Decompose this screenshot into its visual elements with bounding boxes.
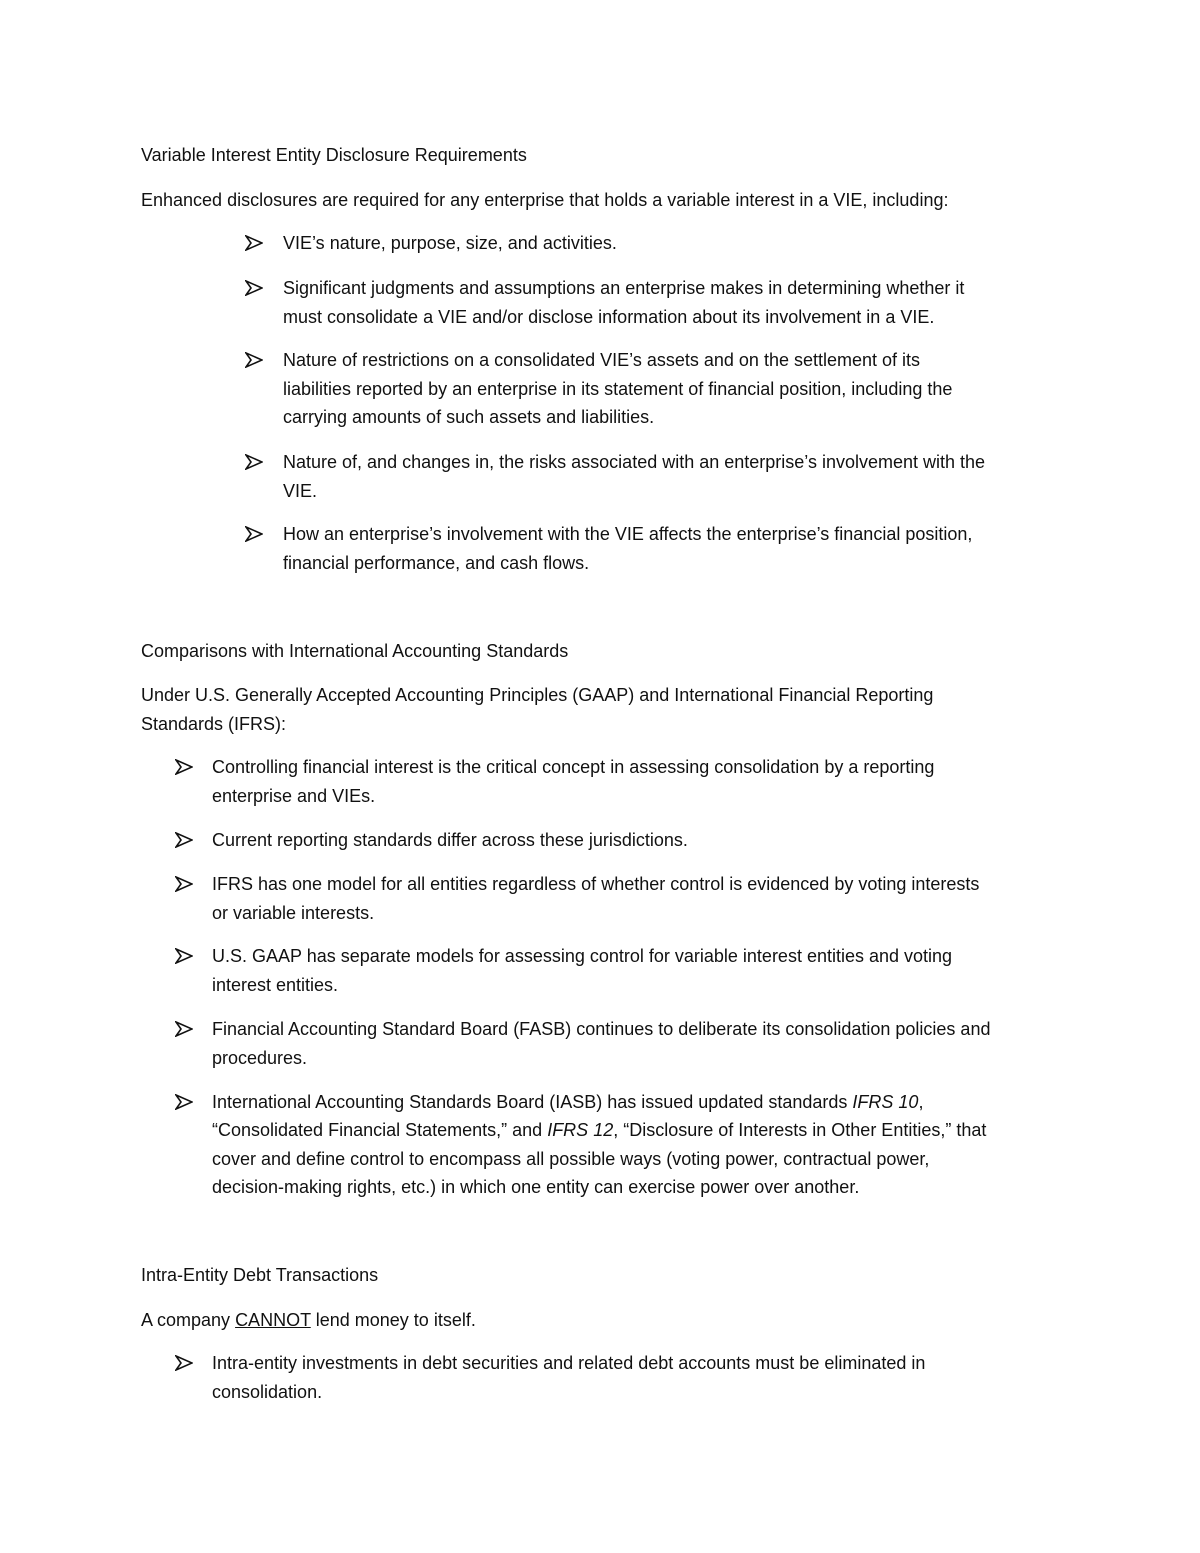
list-item-text bbox=[212, 1116, 986, 1145]
arrowhead-bullet-icon bbox=[245, 454, 263, 470]
section-intro: Enhanced disclosures are required for any enterprise that holds a variable interest in a VIE, including: bbox=[141, 190, 949, 210]
list-item-text: carrying amounts of such assets and liabilities. bbox=[283, 407, 655, 427]
text-run: , “Disclosure of Interests in Other Entities,” that bbox=[613, 1120, 987, 1140]
arrowhead-bullet-icon bbox=[175, 759, 193, 775]
list-item-text: IFRS has one model for all entities regardless of whether control is evidenced by voting interests bbox=[212, 874, 980, 894]
list-item-text: Significant judgments and assumptions an enterprise makes in determining whether it bbox=[283, 278, 965, 298]
list-item-text: cover and define control to encompass all possible ways (voting power, contractual power, bbox=[212, 1149, 930, 1169]
section-heading-intra-entity-debt: Intra-Entity Debt Transactions bbox=[141, 1265, 379, 1285]
text-run: “Consolidated Financial Statements,” and bbox=[212, 1120, 548, 1140]
list-item-text: How an enterprise’s involvement with the VIE affects the enterprise’s financial position, bbox=[283, 524, 973, 544]
emphasis-underlined: CANNOT bbox=[235, 1310, 311, 1330]
list-item-text: Intra-entity investments in debt securities and related debt accounts must be eliminated in bbox=[212, 1353, 926, 1373]
section-heading-vie-disclosure: Variable Interest Entity Disclosure Requirements bbox=[141, 145, 527, 165]
list-item-text: Financial Accounting Standard Board (FASB) continues to deliberate its consolidation policies and bbox=[212, 1019, 991, 1039]
standard-ref-ifrs10: IFRS 10 bbox=[852, 1092, 919, 1112]
list-item-text bbox=[212, 1088, 923, 1117]
list-item-text: liabilities reported by an enterprise in its statement of financial position, including the bbox=[283, 379, 953, 399]
list-item-text: consolidation. bbox=[212, 1382, 323, 1402]
list-item-text: U.S. GAAP has separate models for assessing control for variable interest entities and voting bbox=[212, 946, 953, 966]
arrowhead-bullet-icon bbox=[175, 1021, 193, 1037]
list-item-text: or variable interests. bbox=[212, 903, 375, 923]
text-run: lend money to itself. bbox=[310, 1310, 476, 1330]
arrowhead-bullet-icon bbox=[245, 352, 263, 368]
text-run: International Accounting Standards Board (IASB) has issued updated standards bbox=[212, 1092, 853, 1112]
arrowhead-bullet-icon bbox=[245, 235, 263, 251]
arrowhead-bullet-icon bbox=[175, 1094, 193, 1110]
text-run: , bbox=[918, 1092, 924, 1112]
section-intro: Under U.S. Generally Accepted Accounting Principles (GAAP) and International Financial Reporting bbox=[141, 685, 934, 705]
section-intro bbox=[141, 1306, 476, 1335]
arrowhead-bullet-icon bbox=[245, 526, 263, 542]
section-heading-comparisons: Comparisons with International Accounting Standards bbox=[141, 641, 569, 661]
list-item-text: VIE. bbox=[283, 481, 318, 501]
list-item-text: financial performance, and cash flows. bbox=[283, 553, 590, 573]
list-item-text: must consolidate a VIE and/or disclose information about its involvement in a VIE. bbox=[283, 307, 935, 327]
list-item-text: procedures. bbox=[212, 1048, 308, 1068]
arrowhead-bullet-icon bbox=[175, 832, 193, 848]
list-item-text: Nature of restrictions on a consolidated VIE’s assets and on the settlement of its bbox=[283, 350, 921, 370]
text-run: A company bbox=[141, 1310, 236, 1330]
standard-ref-ifrs12: IFRS 12 bbox=[547, 1120, 614, 1140]
list-item-text: interest entities. bbox=[212, 975, 339, 995]
list-item-text: Current reporting standards differ across these jurisdictions. bbox=[212, 830, 688, 850]
arrowhead-bullet-icon bbox=[175, 1355, 193, 1371]
section-intro: Standards (IFRS): bbox=[141, 714, 287, 734]
arrowhead-bullet-icon bbox=[175, 876, 193, 892]
list-item-text: Controlling financial interest is the critical concept in assessing consolidation by a reporting bbox=[212, 757, 935, 777]
list-item-text: Nature of, and changes in, the risks associated with an enterprise’s involvement with the bbox=[283, 452, 986, 472]
list-item-text: enterprise and VIEs. bbox=[212, 786, 376, 806]
arrowhead-bullet-icon bbox=[175, 948, 193, 964]
list-item-text: decision-making rights, etc.) in which one entity can exercise power over another. bbox=[212, 1177, 860, 1197]
arrowhead-bullet-icon bbox=[245, 280, 263, 296]
list-item-text: VIE’s nature, purpose, size, and activities. bbox=[283, 233, 617, 253]
